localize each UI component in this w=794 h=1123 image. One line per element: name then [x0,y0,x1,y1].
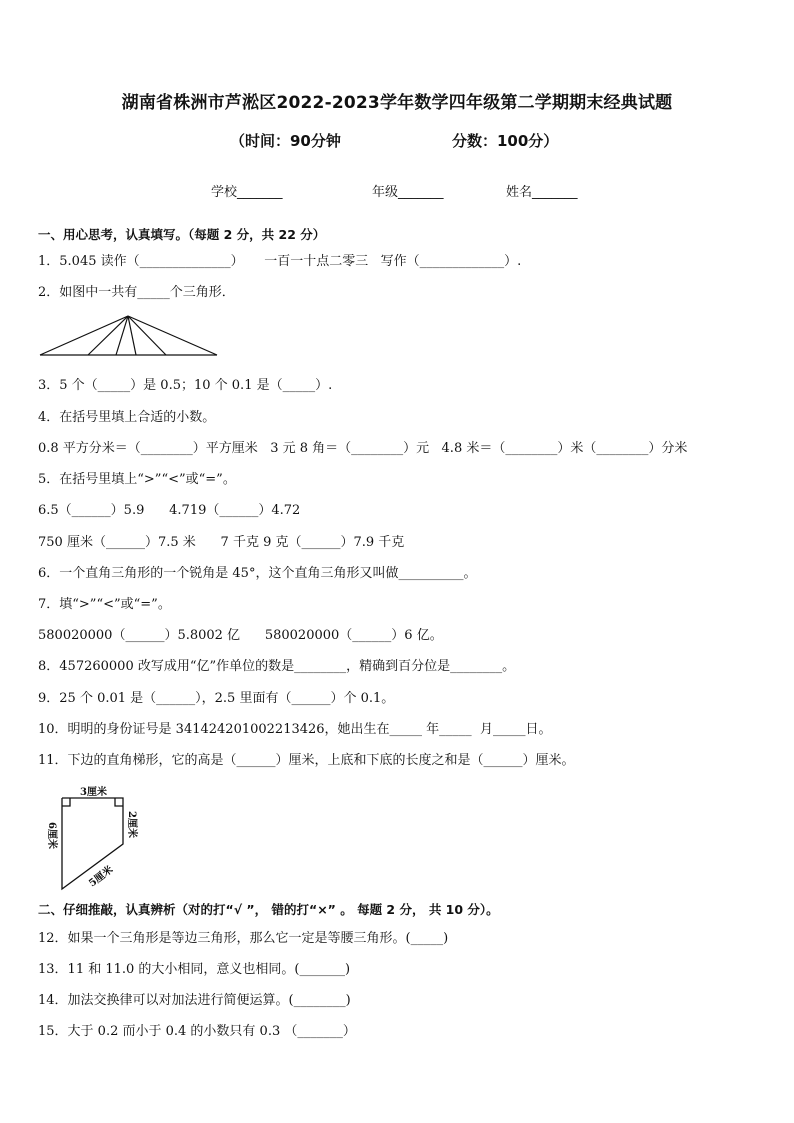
section-2-heading: 二、仔细推敲，认真辨析（对的打“√ ”， 错的打“×” 。 每题 2 分， 共 10 分）。 [38,902,499,917]
question-3: 3．5 个（_____）是 0.5；10 个 0.1 是（_____）. [38,378,333,393]
question-13: 13．11 和 11.0 的大小相同，意义也相同。(_______) [38,962,351,977]
question-7-content: 580020000（______）5.8002 亿 580020000（______）6 亿。 [38,628,443,643]
triangle-figure [38,312,220,360]
trapezoid-figure [40,784,150,894]
trapezoid-right-label: 2厘米 [126,811,137,838]
question-12: 12．如果一个三角形是等边三角形，那么它一定是等腰三角形。(_____) [38,931,449,946]
page-title: 湖南省株洲市芦淞区2022-2023学年数学四年级第二学期期末经典试题 [121,93,673,113]
grade-field: 年级_______ [372,185,444,200]
question-1: 1．5.045 读作（______________） 一百一十点二零三 写作（_____________）. [38,254,522,269]
exam-score: 分数：100分） [452,132,559,150]
exam-time: （时间：90分钟 [230,132,341,150]
trapezoid-bottom-label: 5厘米 [87,864,116,890]
question-11: 11．下边的直角梯形，它的高是（______）厘米，上底和下底的长度之和是（______）厘米。 [38,753,575,768]
question-9: 9．25 个 0.01 是（______），2.5 里面有（______）个 0.1。 [38,691,395,706]
question-7: 7．填“>”“<”或“=”。 [38,597,171,612]
question-15: 15．大于 0.2 而小于 0.4 的小数只有 0.3 （_______） [38,1024,356,1039]
question-5-row-1: 6.5（______）5.9 4.719（______）4.72 [38,503,301,518]
question-4-content: 0.8 平方分米＝（________）平方厘米 3 元 8 角＝（________）元 4.8 米＝（________）米（________）分米 [38,441,688,456]
question-4: 4．在括号里填上合适的小数。 [38,410,216,425]
question-5-row-2: 750 厘米（______）7.5 米 7 千克 9 克（______）7.9 千克 [38,535,405,550]
trapezoid-top-label: 3厘米 [80,787,107,798]
question-5: 5．在括号里填上“>”“<”或“=”。 [38,472,236,487]
question-8: 8．457260000 改写成用“亿”作单位的数是________，精确到百分位是________。 [38,659,516,674]
question-14: 14．加法交换律可以对加法进行简便运算。(________) [38,993,351,1008]
question-6: 6．一个直角三角形的一个锐角是 45°，这个直角三角形又叫做__________。 [38,566,477,581]
question-2: 2．如图中一共有_____个三角形． [38,285,235,300]
trapezoid-left-label: 6厘米 [46,822,57,849]
question-10: 10．明明的身份证号是 341424201002213426，她出生在_____ 年_____ 月_____日。 [38,722,552,737]
name-field: 姓名_______ [506,185,578,200]
school-field: 学校_______ [211,185,283,200]
section-1-heading: 一、用心思考，认真填写。（每题 2 分，共 22 分） [38,227,326,242]
